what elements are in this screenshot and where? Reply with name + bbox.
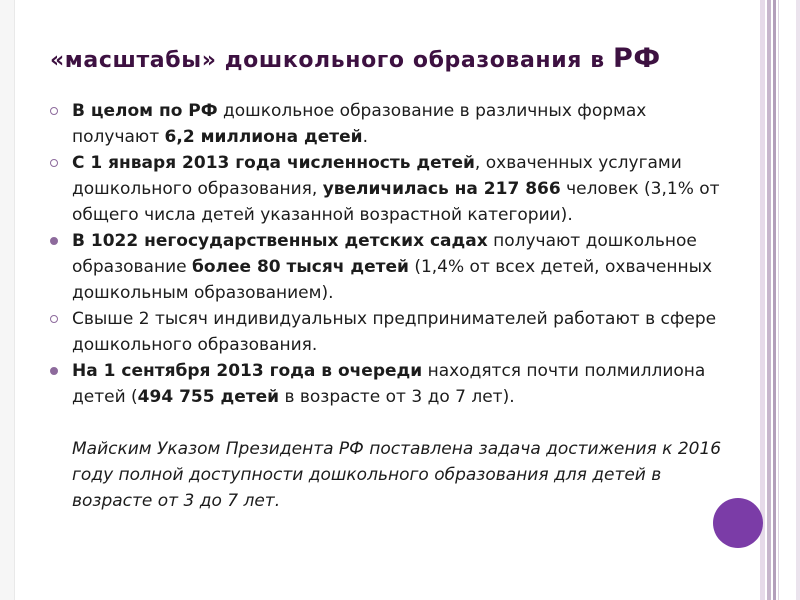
text: человек (3,1% от общего числа детей указанной возрастной категории). bbox=[72, 179, 720, 225]
bullet-paragraph-4 bbox=[50, 306, 730, 358]
bold-text: С 1 января 2013 года численность детей bbox=[72, 153, 475, 173]
bullet-icon bbox=[50, 367, 58, 375]
bold-text: 6,2 миллиона детей bbox=[164, 127, 363, 147]
text: (1,4% от всех детей, охваченных дошкольным образованием). bbox=[72, 257, 713, 303]
text: находятся почти полмиллиона детей ( bbox=[72, 361, 706, 407]
bullet-paragraph-5 bbox=[50, 358, 730, 410]
decree-quote: Майским Указом Президента РФ поставлена задача достижения к 2016 году полной доступности дошкольного образования для детей в возрасте от 3 до 7 лет. bbox=[72, 439, 722, 511]
bullet-icon bbox=[50, 315, 58, 323]
bold-text: более 80 тысяч детей bbox=[192, 257, 409, 277]
bold-text: В целом по РФ bbox=[72, 101, 218, 121]
stripe-1 bbox=[760, 0, 765, 600]
title-main: «масштабы» дошкольного образования в bbox=[50, 48, 613, 73]
title-tail: РФ bbox=[612, 43, 661, 74]
decorative-circle bbox=[713, 498, 763, 548]
text: получают дошкольное образование bbox=[72, 231, 697, 277]
bold-text: На 1 сентября 2013 года в очереди bbox=[72, 361, 423, 381]
slide-content bbox=[50, 98, 730, 514]
bullet-paragraph-2 bbox=[50, 150, 730, 228]
text: в возрасте от 3 до 7 лет). bbox=[279, 387, 515, 407]
text: Свыше 2 тысяч индивидуальных предпринимателей работают в сфере дошкольного образования. bbox=[72, 309, 717, 355]
stripe-5 bbox=[796, 0, 800, 600]
left-frame-bar bbox=[0, 0, 15, 600]
bullet-paragraph-3 bbox=[50, 228, 730, 306]
bold-text: увеличилась на 217 866 bbox=[322, 179, 561, 199]
bullet-icon bbox=[50, 237, 58, 245]
bullet-icon bbox=[50, 159, 58, 167]
slide-title bbox=[50, 43, 760, 74]
text: дошкольное образование в различных формах получают bbox=[72, 101, 647, 147]
bold-text: В 1022 негосударственных детских садах bbox=[72, 231, 488, 251]
bullet-icon bbox=[50, 107, 58, 115]
stripe-3 bbox=[773, 0, 776, 600]
text: . bbox=[362, 127, 368, 147]
bullet-paragraph-1 bbox=[50, 98, 730, 150]
bold-text: 494 755 детей bbox=[137, 387, 280, 407]
text: , охваченных услугами дошкольного образования, bbox=[72, 153, 682, 199]
stripe-2 bbox=[767, 0, 771, 600]
right-decorative-stripes bbox=[760, 0, 800, 600]
